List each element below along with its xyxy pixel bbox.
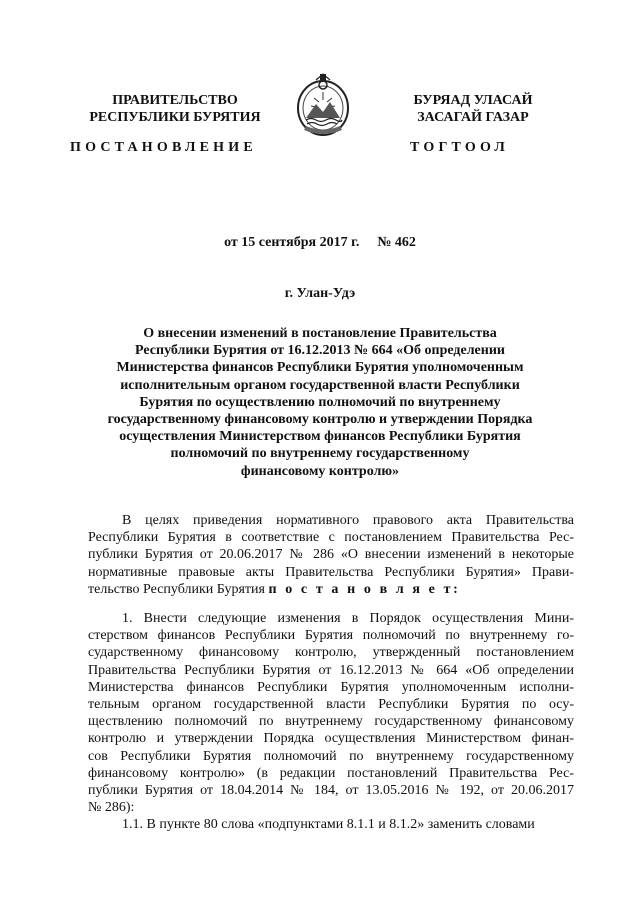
preamble-last-prefix: тельство Республики Бурятия bbox=[88, 581, 269, 597]
title-line: Министерства финансов Республики Бурятия уполномоченным bbox=[116, 360, 524, 376]
preamble-last-line bbox=[88, 581, 574, 598]
decree-date: от 15 сентября 2017 г. bbox=[224, 235, 360, 250]
item-1-1: 1.1. В пункте 80 слова «подпунктами 8.1.1 и 8.1.2» заменить словами bbox=[122, 817, 535, 833]
resolves-word: п о с т а н о в л я е т: bbox=[268, 581, 461, 597]
preamble-line: нормативные правовые акты Правительства Республики Бурятия» Прави- bbox=[88, 564, 574, 580]
item-1-line: Министерства финансов Республики Бурятия уполномоченным исполни- bbox=[88, 679, 574, 695]
item-1-line: сов Республики Бурятия полномочий по внутреннему государственному bbox=[88, 748, 574, 764]
preamble-line: публики Бурятия от 20.06.2017 № 286 «О внесении изменений в некоторые bbox=[88, 547, 574, 563]
item-1-line: ществлению полномочий по внутреннему государственному финансовому bbox=[88, 714, 574, 730]
decree-place: г. Улан-Удэ bbox=[284, 286, 356, 301]
decree-number: № 462 bbox=[377, 235, 416, 250]
item-1-line: финансовому контролю» (в редакции постановлений Правительства Рес- bbox=[88, 765, 574, 781]
title-line: Бурятия по осуществлению полномочий по внутреннему bbox=[139, 394, 501, 410]
title-line: осуществления Министерством финансов Республики Бурятия bbox=[119, 429, 521, 445]
title-line: Республики Бурятия от 16.12.2013 № 664 «Об определении bbox=[135, 343, 505, 359]
preamble-line: Республики Бурятия в соответствие с постановлением Правительства Рес- bbox=[88, 530, 574, 546]
issuer-name-buryat bbox=[368, 92, 578, 126]
decree-title bbox=[90, 325, 550, 480]
decree-body bbox=[88, 512, 574, 834]
title-line: финансовому контролю» bbox=[240, 463, 400, 479]
preamble-paragraph bbox=[88, 512, 574, 581]
item-1-line: публики Бурятия от 18.04.2014 № 184, от 13.05.2016 № 192, от 20.06.2017 bbox=[88, 783, 574, 799]
issuer-buryat-line-1: БУРЯАД УЛАСАЙ bbox=[413, 93, 533, 108]
item-1-line: контролю и утверждении Порядка осуществления Министерством финан- bbox=[88, 731, 574, 747]
title-line: государственному финансовому контролю и утверждении Порядка bbox=[107, 412, 533, 428]
item-1-line: стерством финансов Республики Бурятия полномочий по внутреннему го- bbox=[88, 628, 574, 644]
item-1-line: Правительства Республики Бурятия от 16.12.2013 № 664 «Об определении bbox=[88, 662, 574, 678]
title-line: полномочий по внутреннему государственному bbox=[170, 446, 470, 462]
issuer-buryat-line-2: ЗАСАГАЙ ГАЗАР bbox=[417, 110, 529, 125]
item-1-paragraph bbox=[88, 610, 574, 816]
coat-of-arms-icon bbox=[294, 72, 352, 138]
title-line: О внесении изменений в постановление Правительства bbox=[143, 326, 497, 341]
issuer-line-2: РЕСПУБЛИКИ БУРЯТИЯ bbox=[89, 110, 261, 125]
document-type-russian: ПОСТАНОВЛЕНИЕ bbox=[70, 140, 257, 155]
item-1-line: тельным органом государственной власти Республики Бурятия по осу- bbox=[88, 697, 574, 713]
title-line: исполнительным органом государственной власти Республики bbox=[120, 377, 520, 393]
document-type-buryat: ТОГТООЛ bbox=[410, 140, 510, 155]
item-1-line: 1. Внести следующие изменения в Порядок осуществления Мини- bbox=[122, 611, 574, 627]
decree-date-number bbox=[0, 235, 640, 251]
issuer-name-russian bbox=[60, 92, 290, 126]
issuer-line-1: ПРАВИТЕЛЬСТВО bbox=[112, 93, 238, 108]
preamble-line: В целях приведения нормативного правового акта Правительства bbox=[122, 513, 574, 528]
item-1-line: сударственному финансовому контролю, утвержденный постановлением bbox=[88, 645, 574, 661]
item-1-line: № 286): bbox=[88, 800, 135, 816]
